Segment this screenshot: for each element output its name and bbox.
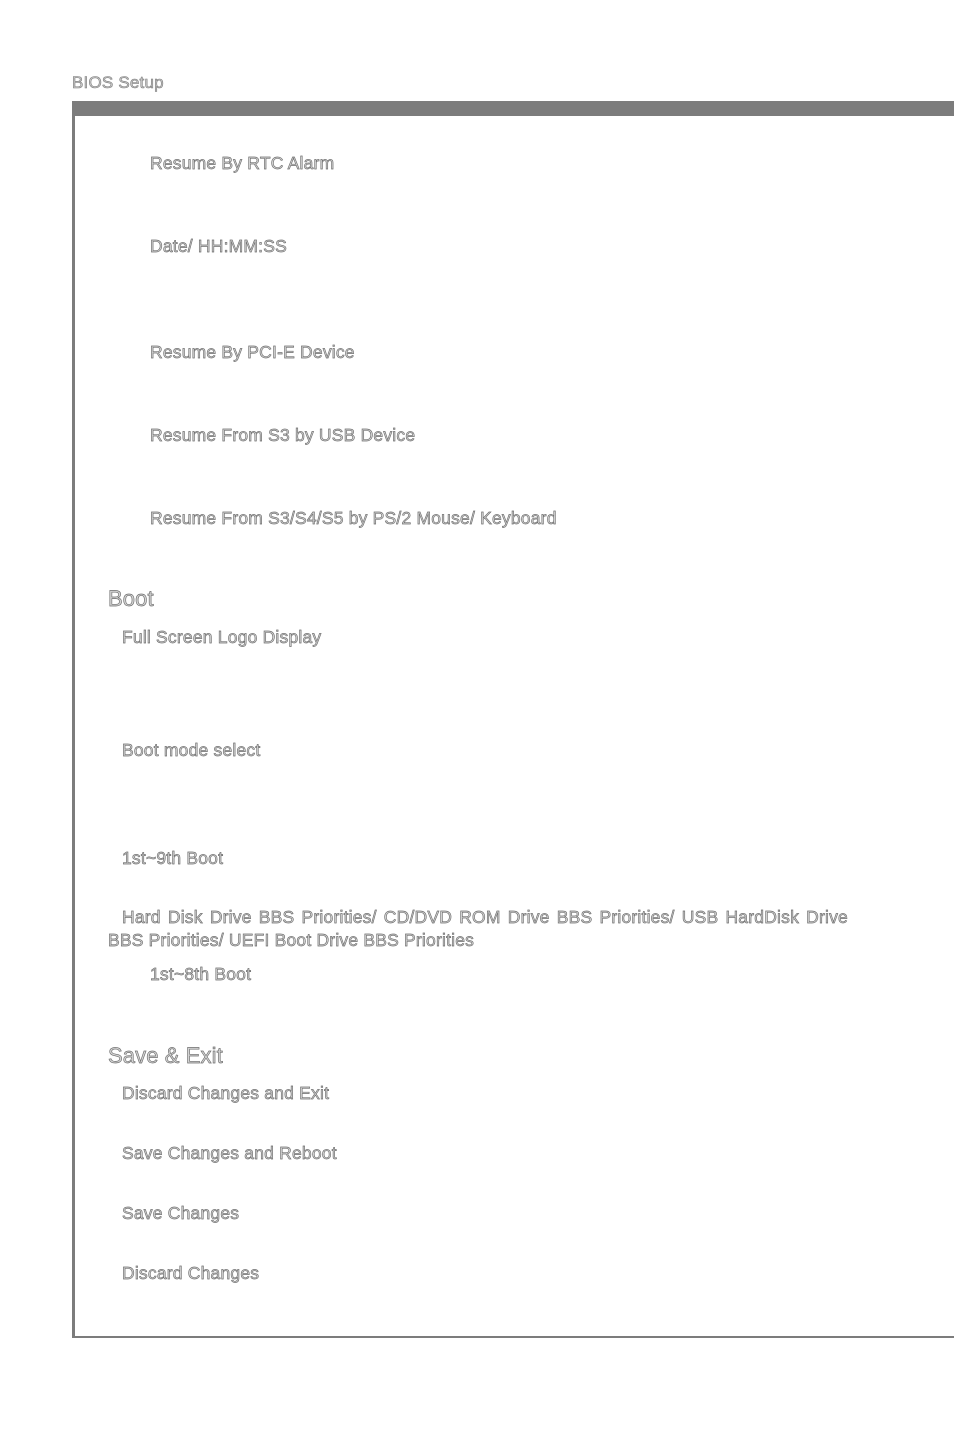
boot-item-mode-select: Boot mode select — [122, 740, 261, 760]
boot-sub-item-boot-order: 1st~8th Boot — [150, 964, 252, 984]
left-margin-rule — [72, 101, 75, 1338]
power-item-pcie-device: Resume By PCI-E Device — [150, 342, 355, 362]
power-item-ps2-keyboard: Resume From S3/S4/S5 by PS/2 Mouse/ Keyboard — [150, 508, 557, 528]
save-item-save-reboot: Save Changes and Reboot — [122, 1143, 337, 1163]
boot-item-logo-display: Full Screen Logo Display — [122, 627, 322, 647]
header-bar — [72, 101, 954, 116]
section-heading-boot: Boot — [108, 586, 154, 611]
save-item-save-changes: Save Changes — [122, 1203, 240, 1223]
power-item-rtc-alarm: Resume By RTC Alarm — [150, 153, 335, 173]
power-item-date-time: Date/ HH:MM:SS — [150, 236, 287, 256]
page-header-label: BIOS Setup — [72, 73, 164, 92]
boot-priorities-text: Hard Disk Drive BBS Priorities/ CD/DVD ROM Drive BBS Priorities/ USB HardDisk Drive BBS Priorities/ UEFI Boot Drive BBS Priorities — [108, 907, 848, 950]
save-item-discard-changes: Discard Changes — [122, 1263, 260, 1283]
section-heading-save-exit: Save & Exit — [108, 1043, 223, 1068]
boot-item-boot-order: 1st~9th Boot — [122, 848, 224, 868]
bottom-rule — [72, 1336, 954, 1338]
power-item-usb-device: Resume From S3 by USB Device — [150, 425, 416, 445]
save-item-discard-exit: Discard Changes and Exit — [122, 1083, 330, 1103]
